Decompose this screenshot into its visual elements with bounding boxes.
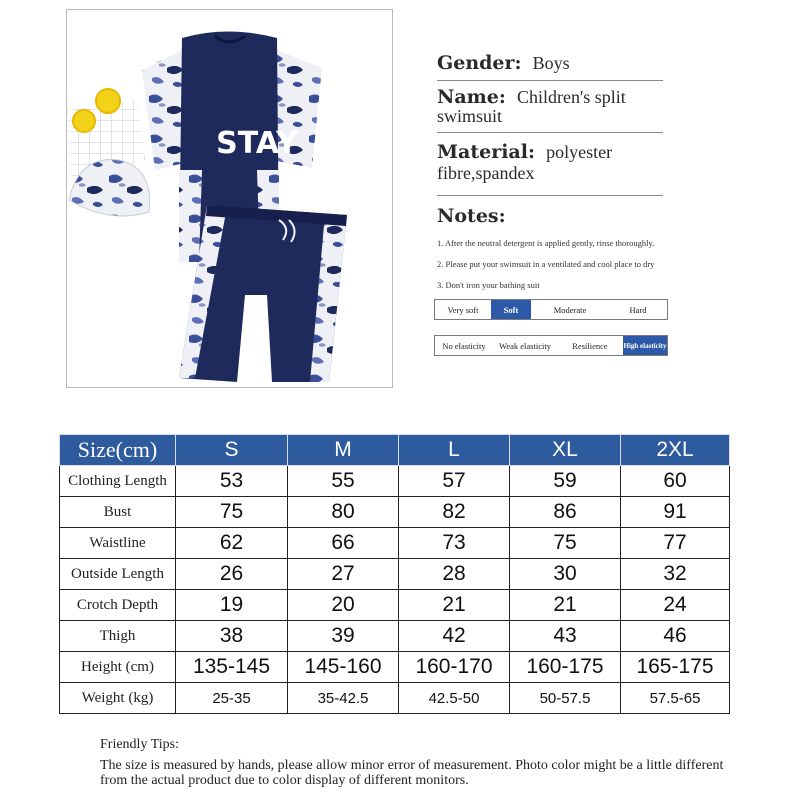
cell: 145-160 (288, 652, 399, 683)
header-xl: XL (510, 435, 621, 466)
notes-title: Notes: (437, 205, 506, 227)
row-label: Clothing Length (60, 466, 176, 497)
table-row (60, 683, 730, 714)
spec-material (437, 141, 663, 197)
cell: 77 (621, 528, 730, 559)
table-header-row (60, 435, 730, 466)
name-value-1: Children's split (516, 87, 626, 107)
cell: 32 (621, 559, 730, 590)
elasticity-weak: Weak elasticity (499, 340, 551, 351)
divider (437, 132, 663, 133)
row-label: Height (cm) (60, 652, 176, 683)
spec-name (437, 86, 663, 134)
row-label: Thigh (60, 621, 176, 652)
header-size: Size(cm) (60, 435, 176, 466)
material-value-1: polyester (546, 142, 613, 162)
note-item: 2. Please put your swimsuit in a ventilated and cool place to dry (437, 259, 655, 269)
cell: 21 (510, 590, 621, 621)
cell: 59 (510, 466, 621, 497)
cell: 43 (510, 621, 621, 652)
cell: 42.5-50 (399, 683, 510, 714)
row-label: Weight (kg) (60, 683, 176, 714)
cell: 86 (510, 497, 621, 528)
row-label: Bust (60, 497, 176, 528)
cell: 25-35 (176, 683, 288, 714)
gender-key: Gender: (437, 52, 522, 74)
cell: 38 (176, 621, 288, 652)
cell: 160-175 (510, 652, 621, 683)
cell: 165-175 (621, 652, 730, 683)
table-row (60, 590, 730, 621)
table-row (60, 559, 730, 590)
table-row (60, 466, 730, 497)
row-label: Waistline (60, 528, 176, 559)
cell: 35-42.5 (288, 683, 399, 714)
softness-moderate: Moderate (553, 304, 587, 315)
name-value-2: swimsuit (437, 106, 503, 126)
name-key: Name: (437, 86, 506, 108)
header-l: L (399, 435, 510, 466)
cell: 135-145 (176, 652, 288, 683)
cell: 21 (399, 590, 510, 621)
softness-scale (434, 299, 668, 320)
header-2xl: 2XL (621, 435, 730, 466)
size-table (59, 434, 730, 714)
product-photo (66, 9, 393, 388)
spec-gender (437, 52, 663, 82)
cell: 24 (621, 590, 730, 621)
row-label: Outside Length (60, 559, 176, 590)
cell: 50-57.5 (510, 683, 621, 714)
cell: 26 (176, 559, 288, 590)
cell: 62 (176, 528, 288, 559)
table-row (60, 528, 730, 559)
note-item: 3. Don't iron your bathing suit (437, 280, 540, 290)
tips-title: Friendly Tips: (100, 737, 179, 752)
cell: 53 (176, 466, 288, 497)
note-item: 1. After the neutral detergent is applied gently, rinse thoroughly. (437, 238, 655, 248)
material-value-2: fibre,spandex (437, 163, 535, 183)
cell: 60 (621, 466, 730, 497)
divider (437, 80, 663, 81)
cell: 46 (621, 621, 730, 652)
table-row (60, 652, 730, 683)
swimsuit-illustration (67, 10, 393, 388)
cell: 57.5-65 (621, 683, 730, 714)
cell: 42 (399, 621, 510, 652)
cell: 75 (176, 497, 288, 528)
cell: 30 (510, 559, 621, 590)
cell: 73 (399, 528, 510, 559)
softness-soft: Soft (491, 300, 531, 319)
cell: 57 (399, 466, 510, 497)
softness-hard: Hard (629, 304, 647, 315)
elasticity-high: High elasticity (623, 336, 667, 355)
cell: 91 (621, 497, 730, 528)
elasticity-scale (434, 335, 668, 356)
elasticity-none: No elasticity (442, 340, 486, 351)
gender-value: Boys (532, 53, 570, 73)
cell: 27 (288, 559, 399, 590)
cell: 160-170 (399, 652, 510, 683)
tips-text: The size is measured by hands, please allow minor error of measurement. Photo color might be a little different from the actual product due to color display of different monitors. (100, 758, 724, 788)
row-label: Crotch Depth (60, 590, 176, 621)
elasticity-resilience: Resilience (572, 340, 608, 351)
shirt-print-text: STAY (216, 126, 298, 161)
softness-very-soft: Very soft (447, 304, 479, 315)
cell: 39 (288, 621, 399, 652)
cell: 80 (288, 497, 399, 528)
divider (437, 195, 663, 196)
table-row (60, 497, 730, 528)
cell: 28 (399, 559, 510, 590)
header-m: M (288, 435, 399, 466)
cell: 19 (176, 590, 288, 621)
cell: 20 (288, 590, 399, 621)
table-row (60, 621, 730, 652)
cell: 75 (510, 528, 621, 559)
cell: 66 (288, 528, 399, 559)
cell: 82 (399, 497, 510, 528)
cell: 55 (288, 466, 399, 497)
header-s: S (176, 435, 288, 466)
material-key: Material: (437, 141, 535, 163)
